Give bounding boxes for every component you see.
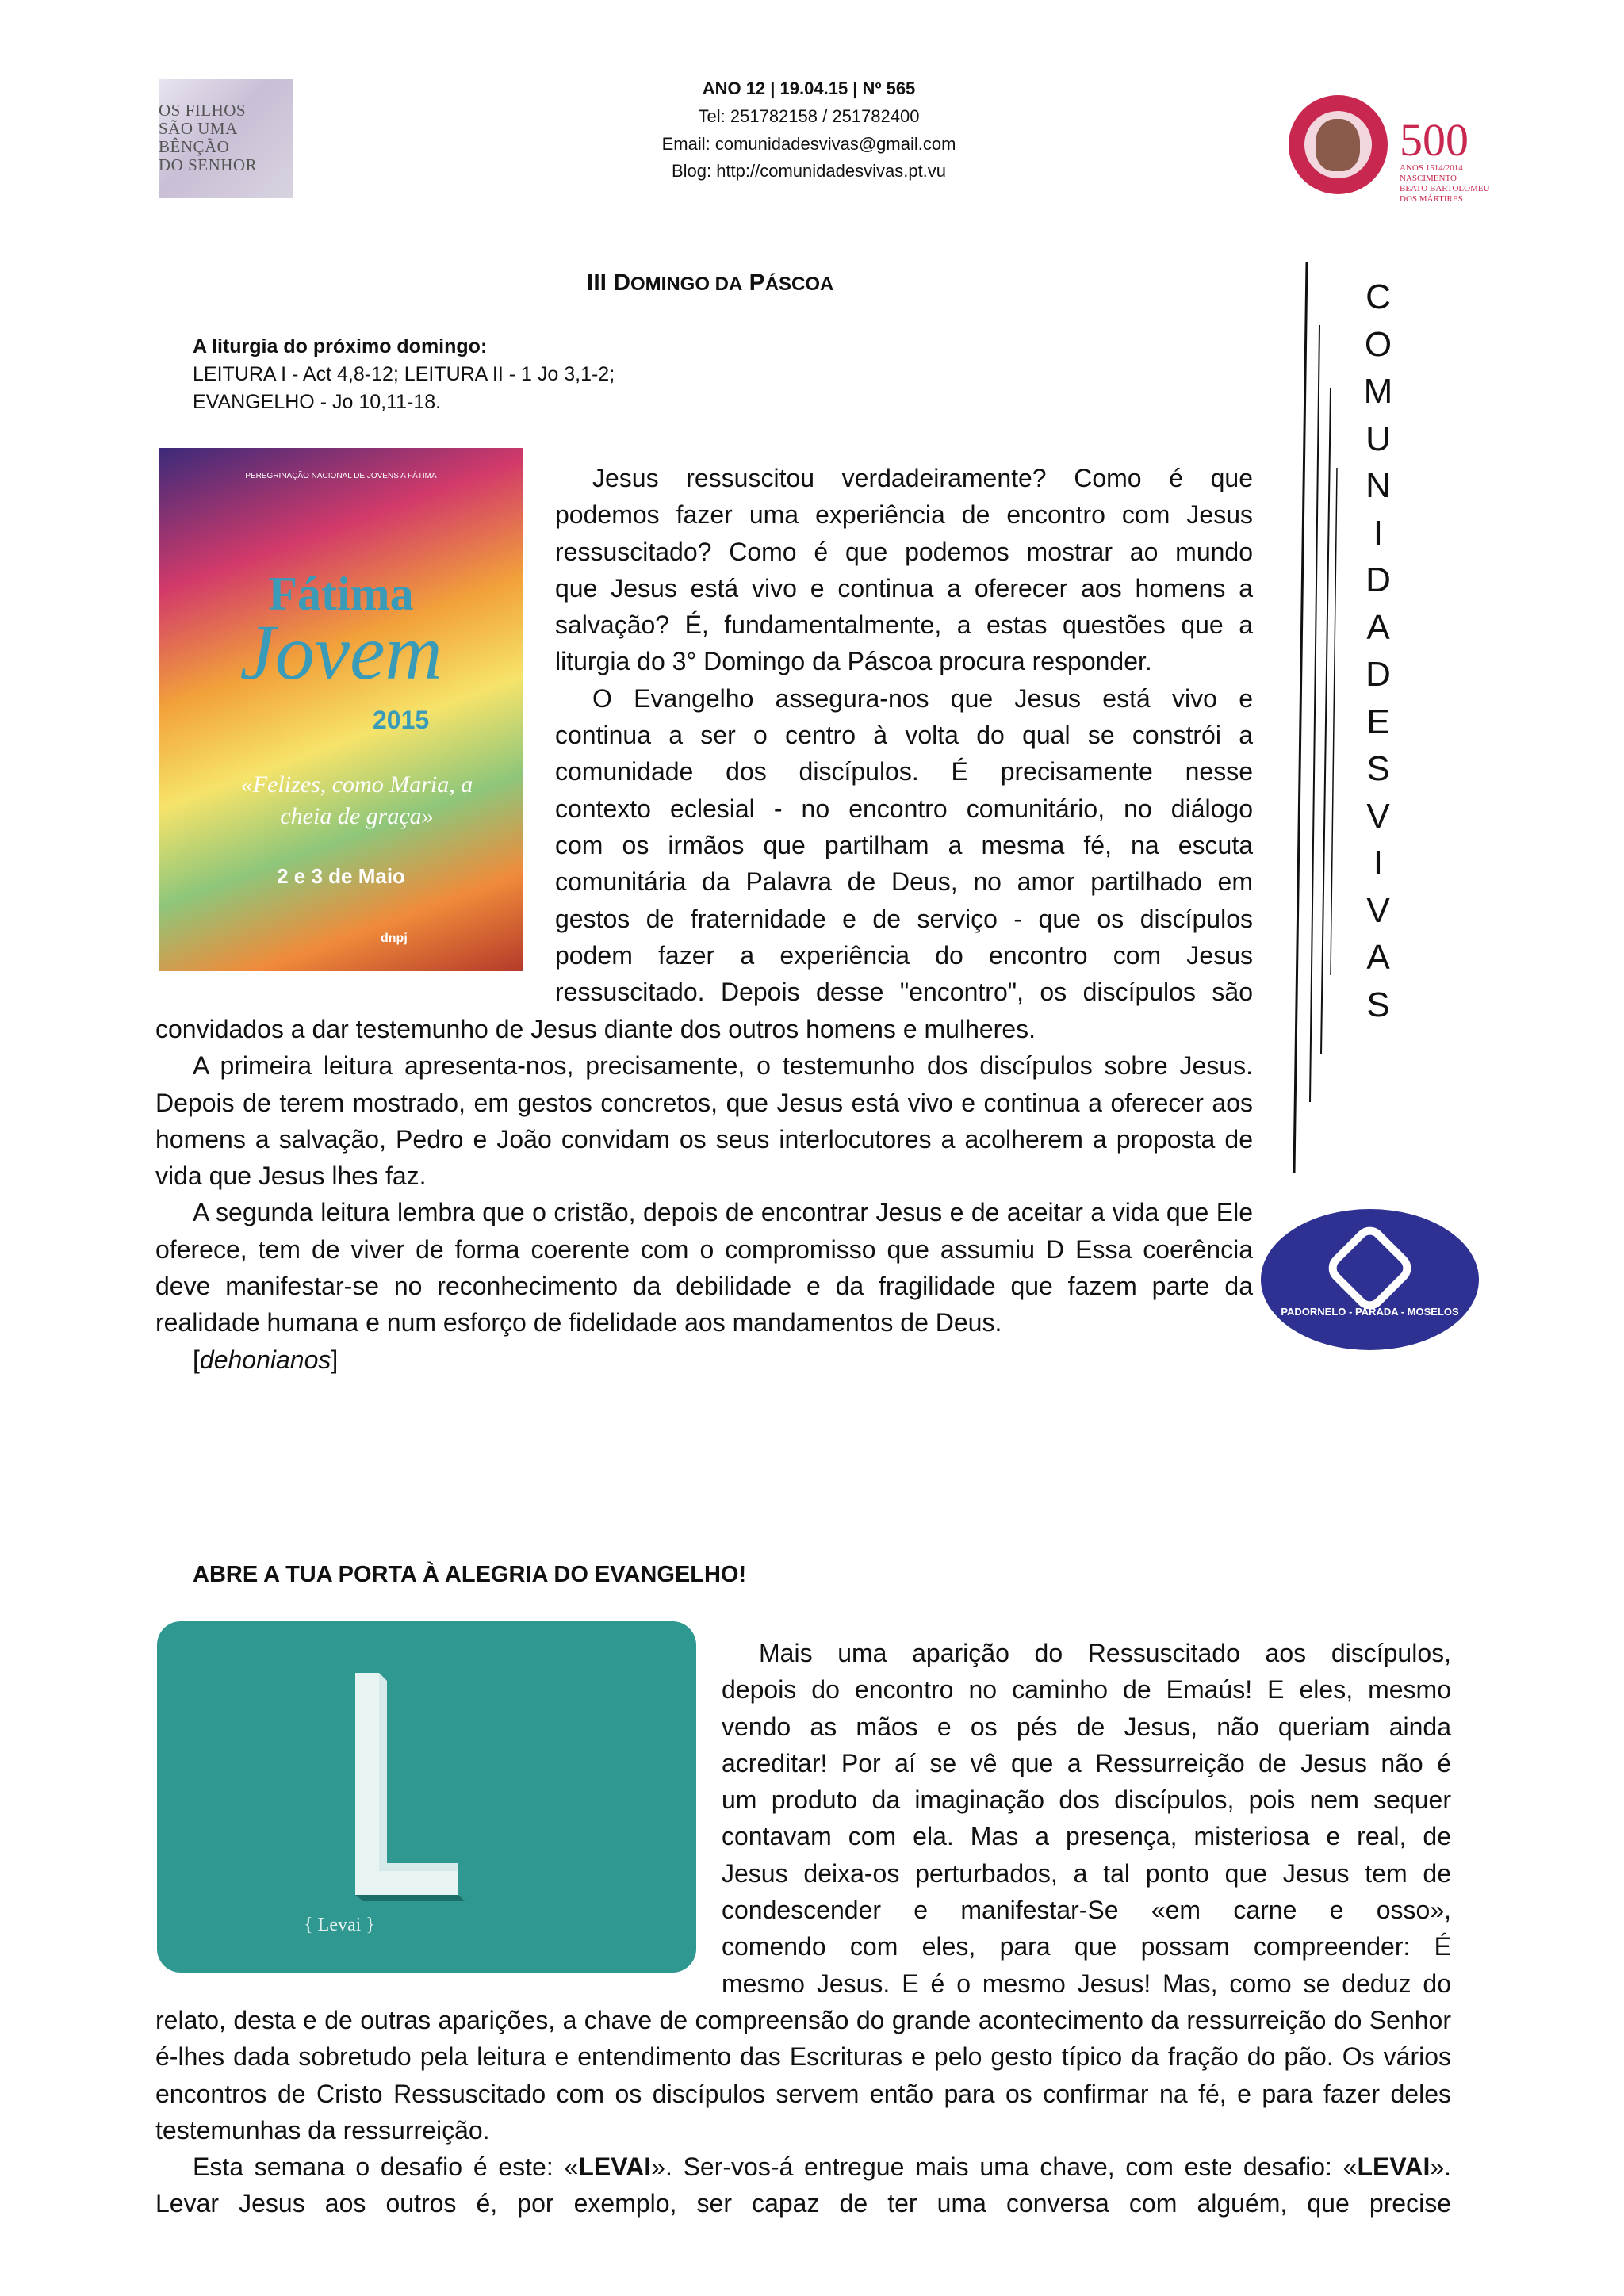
poster-date: 2 e 3 de Maio bbox=[277, 864, 405, 888]
levai-card bbox=[157, 1621, 696, 1973]
liturgy-readings: LEITURA I - Act 4,8-12; LEITURA II - 1 Jo 3,1-2; bbox=[193, 363, 615, 385]
anniversary-number: 500 bbox=[1400, 114, 1469, 166]
parish-badge-label: PADORNELO - PARADA - MOSELOS bbox=[1281, 1306, 1459, 1318]
section2-paragraph-2: Esta semana o desafio é este: «LEVAI». Ser-vos-á entregue mais uma chave, com este desafio: «LEVAI». Levar Jesus aos outros é, por exemplo, ser capaz de ter uma conversa com alguém, que precise bbox=[155, 2152, 1452, 2218]
letter-l-icon bbox=[347, 1665, 466, 1903]
issue-line: ANO 12 | 19.04.15 | Nº 565 bbox=[702, 78, 916, 98]
vertical-lines-decoration bbox=[1293, 262, 1340, 1173]
blog-line[interactable]: Blog: http://comunidadesvivas.pt.vu bbox=[671, 161, 947, 181]
liturgy-gospel: EVANGELHO - Jo 10,11-18. bbox=[193, 391, 442, 413]
section2-title: ABRE A TUA PORTA À ALEGRIA DO EVANGELHO! bbox=[193, 1562, 747, 1587]
section1-paragraph-4: A segunda leitura lembra que o cristão, depois de encontrar Jesus e de aceitar a vida que Ele oferece, tem de viver de forma coerente com o compromisso que assumiu D Essa coerência deve manifestar-se no reconhecimento da debilidade e da fragilidade que fazem parte da realidade humana e num esforço de fidelidade aos mandamentos de Deus. bbox=[155, 1198, 1253, 1337]
section1-paragraph-1: Jesus ressuscitou verdadeiramente? Como é que podemos fazer uma experiência de encontro com Jesus ressuscitado? Como é que podemos mostrar ao mundo que Jesus está vivo e continua a oferecer aos homens a salvação? É, fundamentalmente, a estas questões que a liturgia do 3° Domingo da Páscoa procura responder. O Evangelho assegura-nos que Jesus está vivo e continua a ser o centro à volta do qual se constrói a comunidade dos discípulos. É precisamente nesse contexto eclesial - no encontro comunitário, no diálogo com os irmãos que partilham a mesma fé, na escuta comunitária da Palavra de Deus, no amor partilhado em gestos de fraternidade e de serviço - que os discípulos podem fazer a experiência do encontro com Jesus ressuscitado. Depois desse "encontro", os discípulos são bbox=[555, 464, 1253, 1007]
poster-year: 2015 bbox=[373, 706, 430, 734]
anniversary-seal bbox=[1289, 95, 1388, 194]
hands-icon bbox=[1322, 1220, 1417, 1315]
fatima-jovem-poster bbox=[159, 448, 523, 971]
section2-paragraph-1: Mais uma aparição do Ressuscitado aos discípulos, depois do encontro no caminho de Emaús! E eles, mesmo vendo as mãos e os pés de Jesus, não queriam ainda acreditar! Por aí se vê que a Ressurreição de Jesus não é um produto da imaginação dos discípulos, pois nem sequer contavam com ela. Mas a presença, misteriosa e real, de Jesus deixa-os perturbados, a tal ponto que Jesus tem de condescender e manifestar-Se «em carne e osso», comendo com eles, para que possam compreender: É mesmo Jesus. E é o mesmo Jesus! Mas, como se deduz do bbox=[722, 1639, 1451, 1998]
liturgy-block bbox=[193, 333, 615, 416]
source-credit: [dehonianos] bbox=[193, 1345, 339, 1374]
phone-line: Tel: 251782158 / 251782400 bbox=[698, 106, 920, 126]
anniversary-subtitle: ANOS 1514/2014 NASCIMENTO BEATO BARTOLOMEU DOS MÁRTIRES bbox=[1400, 163, 1490, 204]
section1-paragraph-3: A primeira leitura apresenta-nos, precisamente, o testemunho dos discípulos sobre Jesus. Depois de terem mostrado, em gestos concretos, que Jesus está vivo e continua a oferecer aos homens a salvação, Pedro e João convidam os seus interlocutores a acolherem a proposta de vida que Jesus lhes faz. bbox=[155, 1051, 1253, 1191]
portrait-icon bbox=[1316, 119, 1360, 171]
section1-paragraph-2-tail: convidados a dar testemunho de Jesus diante dos outros homens e mulheres. A primeira leitura apresenta-nos, precisamente, o testemunho dos discípulos sobre Jesus. Depois de terem mostrado, em gestos concretos, que Jesus está vivo e continua a oferecer aos homens a salvação, Pedro e João convidam os seus interlocutores a acolherem a proposta de vida que Jesus lhes faz. A segunda leitura lembra que o cristão, depois de encontrar Jesus e de aceitar a vida que Ele oferece, tem de viver de forma coerente com o compromisso que assumiu D Essa coerência deve manifestar-se no reconhecimento da debilidade e da fragilidade que fazem parte da realidade humana e num esforço de fidelidade aos mandamentos de Deus. [dehonianos] bbox=[155, 1011, 1253, 1378]
vertical-title-comunidades-vivas: C O M U N I D A D E S V I V A S bbox=[1363, 277, 1393, 1024]
section1-title: III DOMINGO DA PÁSCOA bbox=[587, 270, 834, 296]
logo-left bbox=[159, 79, 293, 198]
parish-badge bbox=[1261, 1209, 1479, 1350]
levai-caption: { Levai } bbox=[304, 1915, 375, 1935]
poster-header: PEREGRINAÇÃO NACIONAL DE JOVENS A FÁTIMA bbox=[245, 472, 437, 480]
section2-paragraph-1-tail: relato, desta e de outras aparições, a chave de compreensão do grande acontecimento da ressurreição do Senhor é-lhes dada sobretudo pela leitura e entendimento das Escrituras e pelo gesto típico da fração do pão. Os vários encontros de Cristo Ressuscitado com os discípulos servem então para os confirmar na fé, e para fazer deles testemunhas da ressurreição. Esta semana o desafio é este: «LEVAI». Ser-vos-á entregue mais uma chave, com este desafio: «LEVAI». Levar Jesus aos outros é, por exemplo, ser capaz de ter uma conversa com alguém, que precise bbox=[155, 2002, 1451, 2222]
poster-footer: dnpj bbox=[381, 932, 408, 945]
liturgy-label: A liturgia do próximo domingo: bbox=[193, 335, 488, 358]
poster-word-fatima: Fátima bbox=[268, 568, 414, 620]
poster-word-jovem: Jovem bbox=[239, 608, 442, 696]
email-line[interactable]: Email: comunidadesvivas@gmail.com bbox=[661, 134, 956, 154]
poster-quote: «Felizes, como Maria, a cheia de graça» bbox=[240, 771, 473, 829]
logo-left-text: OS FILHOS SÃO UMA BÊNÇÃO DO SENHOR bbox=[159, 101, 258, 174]
